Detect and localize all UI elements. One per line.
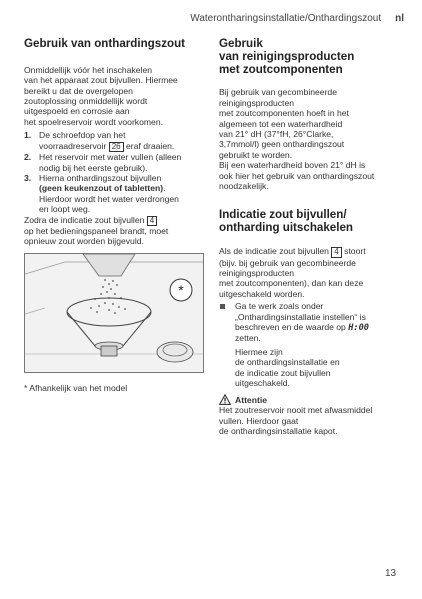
intro-line: Onmiddellijk vóór het inschakelen [24,64,153,75]
reference-box: 4 [331,247,341,258]
page-header [0,13,404,24]
intro-paragraph [24,65,206,127]
heading-combined-detergents: Gebruik van reinigingsproducten met zoutcomponenten [219,37,355,76]
reference-box: 4 [147,216,157,227]
warning-triangle-icon [219,394,231,405]
bullet-square-icon [220,304,225,309]
header-title: Waterontharingsinstallatie/Onthardingszout [190,13,382,24]
intro-line: zoutoplossing onmiddellijk wordt [24,96,148,107]
refill-indicator-paragraph: Zodra de indicatie zout bijvullen 4 op het bedieningspaneel brandt, moet opnieuw zout worden bijgevuld. [24,214,169,247]
step-3: 3. Hierna onthardingszout bijvullen (geen keukenzout of tabletten). Hierdoor wordt het water verdrongen en loopt weg. [24,172,179,215]
salt-funnel-illustration [24,253,204,373]
step-1: 1. De schroefdop van het voorraadreservoir 26 eraf draaien. [24,130,175,151]
intro-line: het spoelreservoir wordt voorkomen. [24,116,163,127]
footnote: * Afhankelijk van het model [24,382,128,393]
intro-line: bereikt u dat de overgelopen [24,85,133,96]
step-2: 2. Het reservoir met water vullen (alleen nodig bij het eerste gebruik). [24,152,182,173]
right-column [219,38,407,437]
intro-line: van het apparaat zout bijvullen. Hiermee [24,75,178,86]
intro-line: uitgespoeld en corrosie aan [24,106,130,117]
attention-notice: Attentie Het zoutreservoir nooit met afwasmiddel vullen. Hierdoor gaat de onthardingsinstallatie kapot. [219,394,373,437]
attention-title: Attentie [235,394,267,405]
bullet-subtext: Hiermee zijn de onthardingsinstallatie en de indicatie zout bijvullen uitgeschakeld. [235,346,340,389]
heading-salt-indicator: Indicatie zout bijvullen/ ontharding uitschakelen [219,208,353,235]
steps-list [24,130,206,214]
salt-indicator-paragraph: Als de indicatie zout bijvullen 4 stoort (bijv. bij gebruik van gecombineerde reinigingsproducten met zoutcomponenten), dan kan deze uitgeschakeld worden. [219,246,366,299]
bullet-item: Ga te werk zoals onder „Onthardingsinstallatie instellen“ is beschreven en de waarde op H:00 zetten. [219,301,407,344]
language-code: nl [395,13,404,24]
heading-salt-usage: Gebruik van onthardingszout [24,37,186,50]
combined-detergents-paragraph: Bij gebruik van gecombineerde reinigingsproducten met zoutcomponenten hoeft in het algemeen tot een waterhardheid van 21° dH (37°fH, 26°Clarke, 3,7mmol/l) geen onthardingszout gebruikt te worden. Bij een waterhardheid boven 21° dH is ook hier het gebruik van onthardingszout noodzakelijk. [219,87,375,192]
page-number: 13 [385,568,397,579]
left-column [24,38,206,393]
reference-box: 26 [109,142,124,153]
funnel-drawing [25,254,203,372]
figure-marker: * [178,281,184,298]
display-value: H:00 [348,322,369,333]
